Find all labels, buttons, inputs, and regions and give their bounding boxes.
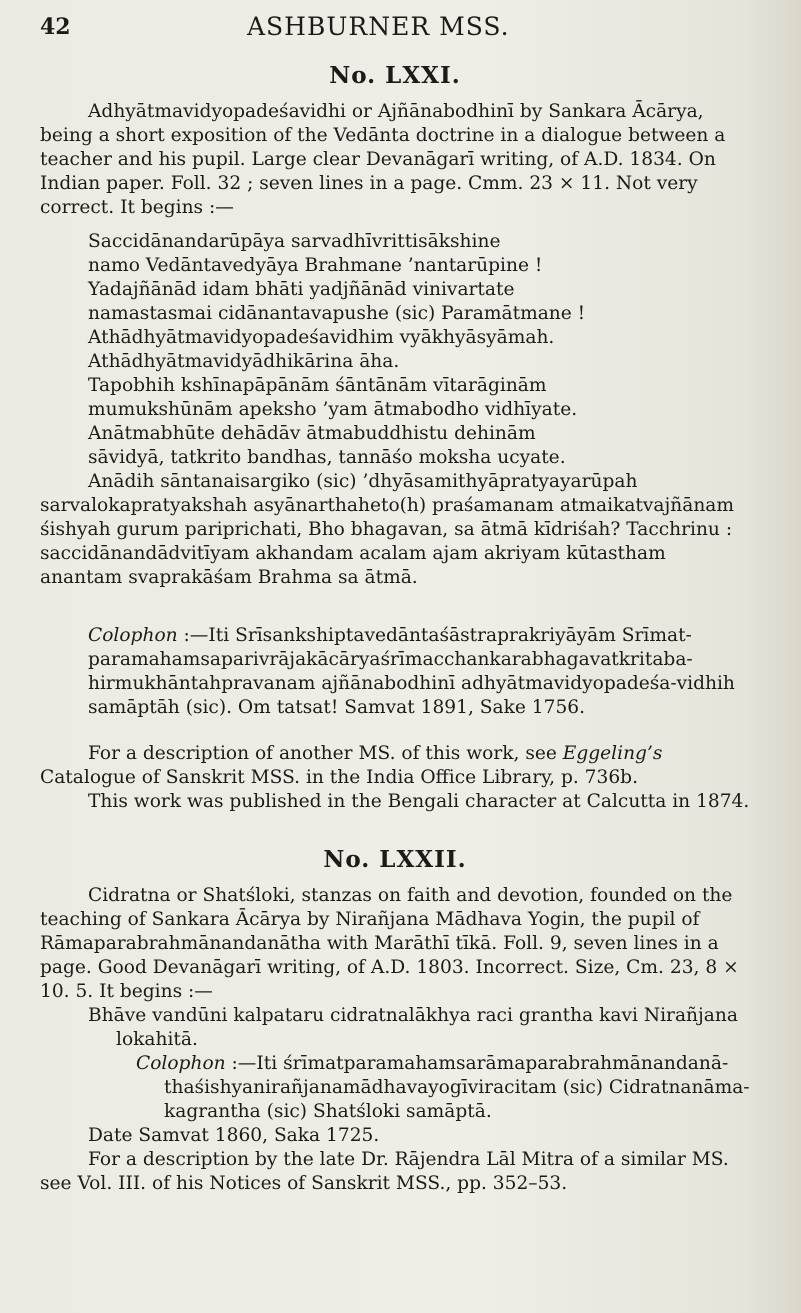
verse-line: namastasmai cidānantavapushe (sic) Paramātmane ! bbox=[88, 303, 586, 324]
verse-line: Saccidānandarūpāya sarvadhīvrittisākshine bbox=[88, 231, 501, 252]
page-number: 42 bbox=[40, 14, 71, 40]
page-content bbox=[40, 64, 750, 1196]
colophon-text: :—Iti Srīsankshiptavedāntaśāstraprakriyāyām Srīmat-paramahamsaparivrājakācāryaśrīmacchankarabhagavatkritaba-hirmukhāntahpravanam ajñānabodhinī adhyātmavidyopadeśa-vidhih samāptāh (sic). Om tatsat! Samvat 1891, Sake 1756. bbox=[88, 625, 735, 718]
verse-line: Anātmabhūte dehādāv ātmabuddhistu dehinām bbox=[88, 423, 536, 444]
entry-heading-lxxi: No. LXXI. bbox=[329, 62, 461, 89]
note-author: Eggeling’s bbox=[562, 743, 663, 764]
note-rest: Catalogue of Sanskrit MSS. in the India Office Library, p. 736b. bbox=[40, 767, 638, 788]
verse-line: namo Vedāntavedyāya Brahmane ’nantarūpine ! bbox=[88, 255, 543, 276]
colophon-label: Colophon bbox=[136, 1053, 226, 1074]
verse-line: Athādhyātmavidyādhikārina āha. bbox=[88, 351, 400, 372]
note-mitra: For a description by the late Dr. Rājendra Lāl Mitra of a similar MS. see Vol. III. of his Notices of Sanskrit MSS., pp. 352–53. bbox=[40, 1149, 729, 1194]
verse-line: mumukshūnām apeksho ’yam ātmabodho vidhīyate. bbox=[88, 399, 578, 420]
note-eggeling bbox=[40, 742, 750, 790]
page-header bbox=[40, 14, 760, 50]
prose-passage: Anādih sāntanaisargiko (sic) ’dhyāsamithyāpratyayarūpah sarvalokapratyakshah asyānarthaheto(h) praśamanam atmaikatvajñānam śishyah gurum pariprichati, Bho bhagavan, sa ātmā kīdriśah? Tacchrinu : saccidānandādvitīyam akhandam acalam ajam akriyam kūtastham anantam svaprakāśam Brahma sa ātmā. bbox=[40, 471, 735, 588]
colophon-lxxii bbox=[136, 1052, 750, 1124]
verse-line: Tapobhih kshīnapāpānām śāntānām vītarāginām bbox=[88, 375, 547, 396]
colophon-label: Colophon bbox=[88, 625, 178, 646]
verse-line: Athādhyātmavidyopadeśavidhim vyākhyāsyāmah. bbox=[88, 327, 555, 348]
colophon-text: :—Iti śrīmatparamahamsarāmaparabrahmānandanā-thaśishyanirañjanamādhavayogīviracitam (sic) Cidratnanāma-kagrantha (sic) Shatśloki samāptā. bbox=[164, 1053, 750, 1122]
note-publication: This work was published in the Bengali character at Calcutta in 1874. bbox=[88, 791, 750, 812]
verse-block bbox=[88, 230, 750, 470]
verse-line: sāvidyā, tatkrito bandhas, tannāśo moksha ucyate. bbox=[88, 447, 566, 468]
entry-heading-lxxii: No. LXXII. bbox=[323, 846, 467, 873]
note-lead: For a description of another MS. of this work, see bbox=[88, 743, 557, 764]
colophon-lxxi bbox=[88, 624, 750, 720]
begins-text: Bhāve vandūni kalpataru cidratnalākhya raci grantha kavi Nirañjana lokahitā. bbox=[88, 1005, 738, 1050]
verse-line: Yadajñānād idam bhāti yadjñānād vinivartate bbox=[88, 279, 515, 300]
running-head: ASHBURNER MSS. bbox=[247, 12, 510, 41]
entry-description-lxxii: Cidratna or Shatśloki, stanzas on faith and devotion, founded on the teaching of Sankara Ācārya by Nirañjana Mādhava Yogin, the pupil of Rāmaparabrahmānandanātha with Marāthī tīkā. Foll. 9, seven lines in a page. Good Devanāgarī writing, of A.D. 1803. Incorrect. Size, Cm. 23, 8 × 10. 5. It begins :— bbox=[40, 885, 739, 1002]
entry-description-lxxi: Adhyātmavidyopadeśavidhi or Ajñānabodhinī by Sankara Ācārya, being a short exposition of the Vedānta doctrine in a dialogue between a teacher and his pupil. Large clear Devanāgarī writing, of A.D. 1834. On Indian paper. Foll. 32 ; seven lines in a page. Cmm. 23 × 11. Not very correct. It begins :— bbox=[40, 101, 726, 218]
date-line: Date Samvat 1860, Saka 1725. bbox=[88, 1125, 380, 1146]
